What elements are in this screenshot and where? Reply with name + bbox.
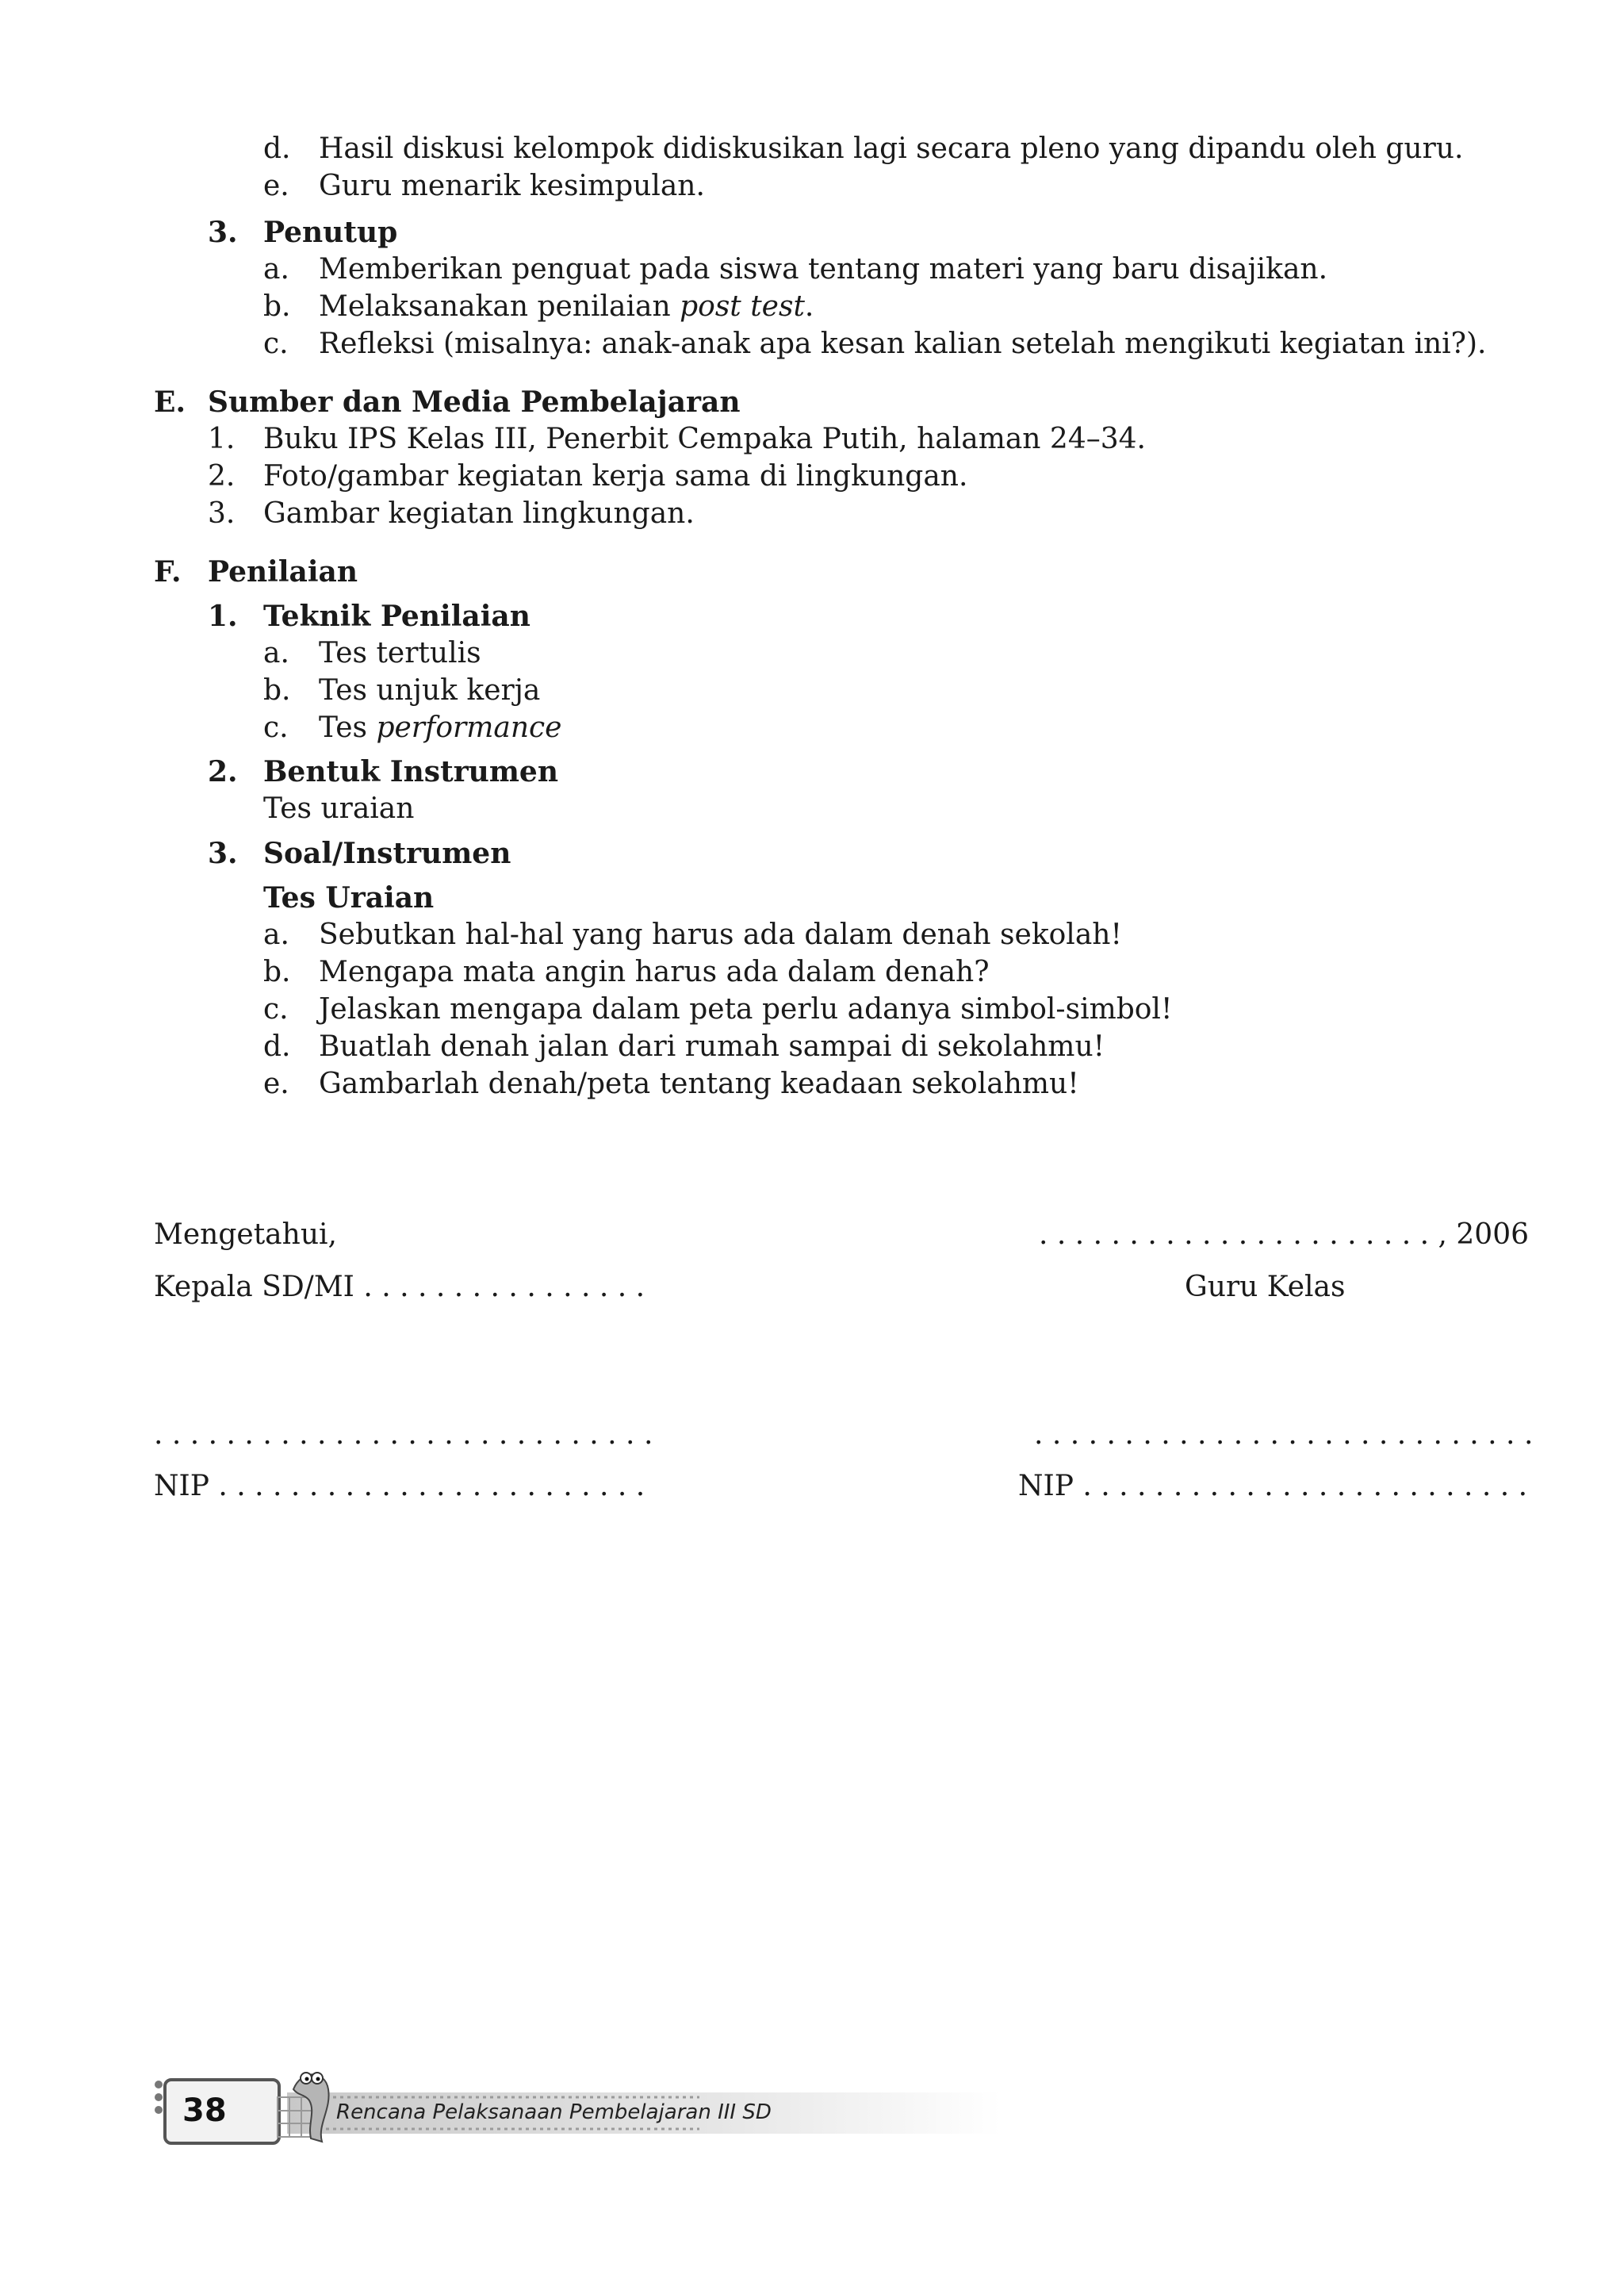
date-line: . . . . . . . . . . . . . . . . . . . . . . , 2006 [1039,1218,1530,1251]
footer-caption: Rencana Pelaksanaan Pembelajaran III SD [336,2100,772,2124]
guru-kelas-label: Guru Kelas [1185,1271,1346,1303]
guru-nip-line: NIP . . . . . . . . . . . . . . . . . . . . . . . . . [1018,1470,1528,1502]
page-number-box [163,2078,281,2145]
kepala-name-line: . . . . . . . . . . . . . . . . . . . . . . . . . . . . [154,1418,653,1451]
page-footer [152,2065,1009,2145]
mengetahui-label: Mengetahui, [154,1218,337,1251]
kepala-nip-line: NIP . . . . . . . . . . . . . . . . . . . . . . . . [154,1470,645,1502]
kepala-sekolah-label: Kepala SD/MI . . . . . . . . . . . . . . . . [154,1271,645,1303]
guru-name-line: . . . . . . . . . . . . . . . . . . . . . . . . . . . . [1034,1418,1534,1451]
page-number: 38 [182,2092,227,2129]
